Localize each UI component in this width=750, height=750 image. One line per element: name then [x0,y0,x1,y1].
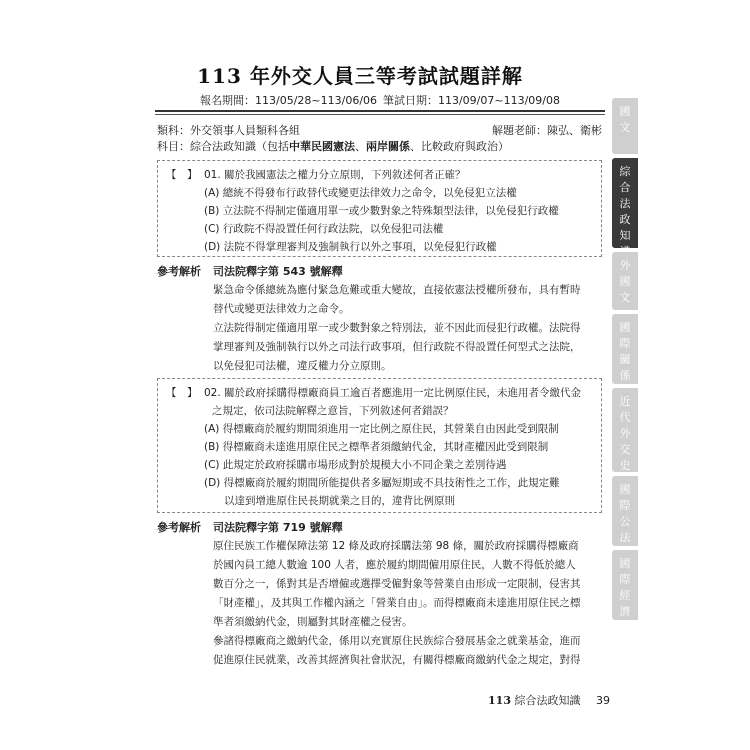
side-tab-chinese[interactable] [612,98,638,154]
answer-bracket: 【 】 [166,169,198,181]
subject-prefix: 科目：綜合法政知識（包括 [157,140,289,153]
analysis-line: 緊急命令係總統為應付緊急危難或重大變故，直接依憲法授權所發布，具有暫時 [213,284,581,296]
exam-dates [200,92,560,108]
subject-bold-constitution: 中華民國憲法 [289,140,355,153]
teacher-text: 解題老師：陳弘、衛彬 [492,124,602,137]
side-tab-label: 綜 合 法 政 知 [619,165,631,242]
side-tab-law-politics[interactable] [612,158,638,248]
page-title: 113 年外交人員三等考試試題詳解 [197,64,523,88]
footer-book-title: 綜合法政知識 [514,694,581,707]
side-tab-label: 國 際 公 法 [619,483,631,544]
analysis-block-2 [157,518,602,670]
analysis-line: 替代或變更法律效力之命令。 [213,303,350,315]
side-tab-label: 國 際 經 濟 [619,557,631,618]
written-exam-date: 筆試日期：113/09/07~113/09/08 [382,94,560,107]
question-box-2 [157,378,602,513]
question-stem [166,166,593,184]
option-a: (A) 總統不得發布行政替代或變更法律效力之命令，以免侵犯立法權 [204,187,517,199]
side-tab-label: 外 國 文 [619,259,631,304]
analysis-line: 立法院得制定僅適用單一或少數對象之特別法，並不因此而侵犯行政權。法院得 [213,322,581,334]
analysis-title: 司法院釋字第 543 號解釋 [213,265,343,278]
footer-book-number: 113 [488,694,511,707]
side-tab-label: 國 文 [619,105,631,134]
side-tab-label: 國 際 關 係 [619,321,631,382]
option-b: (B) 立法院不得制定僅適用單一或少數對象之特殊類型法律，以免侵犯行政權 [204,205,559,217]
header-rule-thin [155,114,605,115]
question-box-1 [157,160,602,257]
header-rule-thick [155,110,605,112]
analysis-title: 司法院釋字第 719 號解釋 [213,521,343,534]
meta-row-subject [157,138,602,154]
subject-suffix: 、比較政府與政治） [410,140,509,153]
analysis-header [157,262,602,281]
question-stem [166,384,593,402]
side-tab-international-economics[interactable] [612,550,638,620]
analysis-line: 促進原住民就業，改善其經濟與社會狀況，有關得標廠商繳納代金之規定，對得 [213,654,581,666]
analysis-block-1 [157,262,602,376]
meta-row-category [157,122,602,138]
analysis-label: 參考解析 [157,265,201,278]
side-tab-foreign-language[interactable] [612,252,638,310]
question-stem-continued: 之規定，依司法院解釋之意旨，下列敘述何者錯誤？ [212,405,454,417]
analysis-header [157,518,602,537]
analysis-line: 準者須繳納代金，則屬對其財產權之侵害。 [213,616,413,628]
option-d-continued: 以達到增進原住民長期就業之目的，違背比例原則 [224,495,455,507]
option-d: (D) 法院不得掌理審判及強制執行以外之事項，以免侵犯行政權 [204,241,497,253]
question-stem-text: 02. 關於政府採購得標廠商員工逾百者應進用一定比例原住民，未進用者令繳代金 [204,387,582,399]
analysis-line: 以免侵犯司法權，違反權力分立原則。 [213,360,392,372]
analysis-label: 參考解析 [157,521,201,534]
option-d: (D) 得標廠商於履約期間所能提供者多屬短期或不具技術性之工作，此規定難 [204,477,560,489]
analysis-line: 於國內員工總人數逾 100 人者，應於履約期間僱用原住民，人數不得低於總人 [213,559,576,571]
category-text: 類科：外交領事人員類科各組 [157,124,300,137]
option-c: (C) 行政院不得設置任何行政法院，以免侵犯司法權 [204,223,444,235]
page-number: 39 [596,694,610,707]
subject-separator: 、 [355,140,366,153]
option-c: (C) 此規定於政府採購市場形成對於規模大小不同企業之差別待遇 [204,459,507,471]
subject-bold-cross-strait: 兩岸關係 [366,140,410,153]
analysis-line: 原住民族工作權保障法第 12 條及政府採購法第 98 條，關於政府採購得標廠商 [213,540,579,552]
analysis-line: 「財產權」，及其與工作權內涵之「營業自由」。而得標廠商未達進用原住民之標 [213,597,581,609]
side-tab-label: 近 代 外 交 史 [619,395,631,472]
page-footer [488,692,610,708]
analysis-line: 數百分之一，係對其是否增僱或選擇受僱對象等營業自由形成一定限制，侵害其 [213,578,581,590]
analysis-line: 參諸得標廠商之繳納代金，係用以充實原住民族綜合發展基金之就業基金，進而 [213,635,581,647]
option-b: (B) 得標廠商未達進用原住民之標準者須繳納代金，其財產權因此受到限制 [204,441,549,453]
side-tab-international-relations[interactable] [612,314,638,384]
side-tab-international-law[interactable] [612,476,638,546]
side-tab-diplomatic-history[interactable] [612,388,638,472]
option-a: (A) 得標廠商於履約期間須進用一定比例之原住民，其營業自由因此受到限制 [204,423,559,435]
question-stem-text: 01. 關於我國憲法之權力分立原則，下列敘述何者正確？ [204,169,466,181]
registration-period: 報名期間：113/05/28~113/06/06 [200,94,378,107]
analysis-line: 掌理審判及強制執行以外之司法行政事項，但行政院不得設置任何型式之法院， [213,341,581,353]
answer-bracket: 【 】 [166,387,198,399]
